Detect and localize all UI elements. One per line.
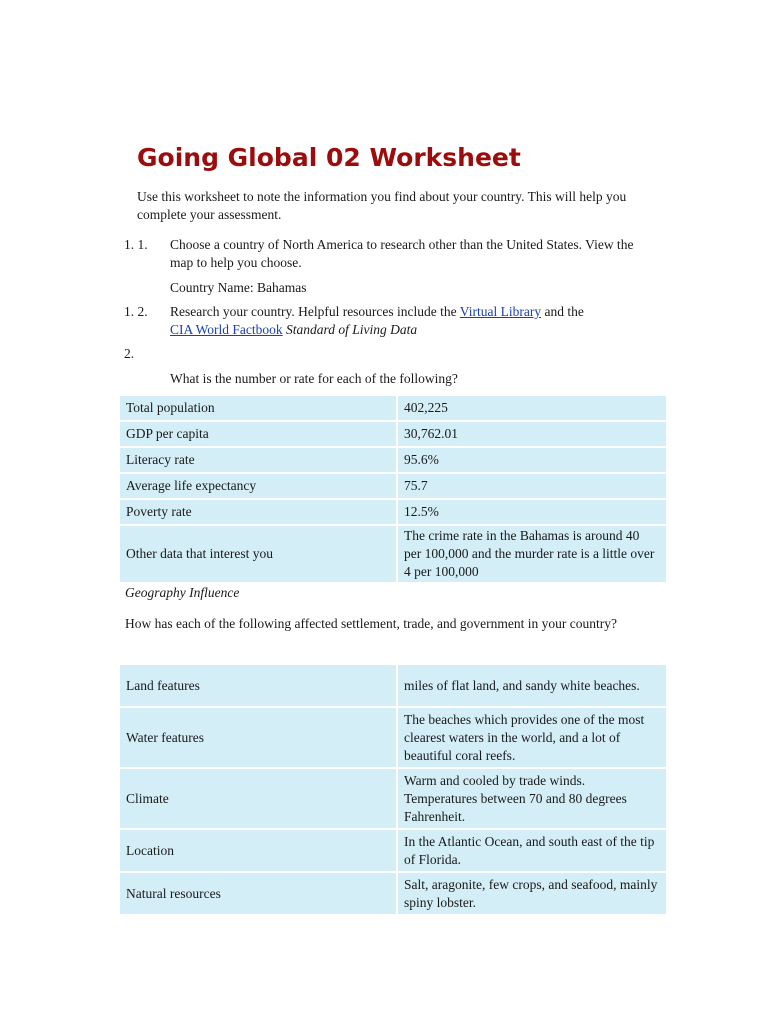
item-italic-tail: Standard of Living Data	[282, 322, 418, 337]
table-row	[120, 830, 666, 871]
table-row	[120, 526, 666, 582]
table-row	[120, 500, 666, 524]
geography-heading: Geography Influence	[125, 585, 240, 600]
page-title: Going Global 02 Worksheet	[137, 143, 521, 172]
list-number: 1. 2.	[124, 304, 148, 319]
row-value: Salt, aragonite, few crops, and seafood, mainly spiny lobster.	[398, 873, 666, 914]
table-row	[120, 422, 666, 446]
list-number: 1. 1.	[124, 237, 148, 252]
row-value: miles of flat land, and sandy white beaches.	[398, 665, 666, 706]
table-row	[120, 769, 666, 828]
row-value: 30,762.01	[398, 422, 666, 446]
table-row	[120, 708, 666, 767]
table-row	[120, 873, 666, 914]
list-item-2	[124, 345, 664, 388]
country-name-line: Country Name: Bahamas	[170, 280, 307, 295]
table-row	[120, 474, 666, 498]
row-value: 402,225	[398, 396, 666, 420]
table-row	[120, 665, 666, 706]
row-label: Total population	[120, 396, 396, 420]
row-label: Land features	[120, 665, 396, 706]
row-value: 75.7	[398, 474, 666, 498]
table-row	[120, 396, 666, 420]
row-label: Natural resources	[120, 873, 396, 914]
item-text-before: Research your country. Helpful resources include the	[170, 304, 460, 319]
intro-text: Use this worksheet to note the information you find about your country. This will help you complete your assessment.	[137, 189, 627, 222]
row-value: In the Atlantic Ocean, and south east of the tip of Florida.	[398, 830, 666, 871]
table-row	[120, 448, 666, 472]
row-label: Location	[120, 830, 396, 871]
question-text: What is the number or rate for each of the following?	[170, 371, 458, 386]
geography-table	[118, 663, 668, 916]
item-text-middle: and the	[541, 304, 584, 319]
stats-table	[118, 394, 668, 584]
cia-world-factbook-link[interactable]: CIA World Factbook	[170, 322, 283, 337]
geography-question: How has each of the following affected settlement, trade, and government in your country?	[125, 616, 617, 631]
row-label: Water features	[120, 708, 396, 767]
row-value: 95.6%	[398, 448, 666, 472]
virtual-library-link[interactable]: Virtual Library	[459, 304, 542, 319]
row-label: Average life expectancy	[120, 474, 396, 498]
row-label: Other data that interest you	[120, 526, 396, 582]
row-label: GDP per capita	[120, 422, 396, 446]
list-item-1-2	[124, 303, 664, 339]
row-value: Warm and cooled by trade winds. Temperatures between 70 and 80 degrees Fahrenheit.	[398, 769, 666, 828]
list-item-1-1	[124, 236, 664, 297]
list-number: 2.	[124, 346, 135, 361]
item-text: Choose a country of North America to research other than the United States. View the map to help you choose.	[170, 237, 634, 270]
row-label: Climate	[120, 769, 396, 828]
row-value: The crime rate in the Bahamas is around 40 per 100,000 and the murder rate is a little over 4 per 100,000	[398, 526, 666, 582]
row-label: Literacy rate	[120, 448, 396, 472]
row-value: The beaches which provides one of the most clearest waters in the world, and a lot of beautiful coral reefs.	[398, 708, 666, 767]
row-value: 12.5%	[398, 500, 666, 524]
row-label: Poverty rate	[120, 500, 396, 524]
item-text	[170, 303, 640, 339]
